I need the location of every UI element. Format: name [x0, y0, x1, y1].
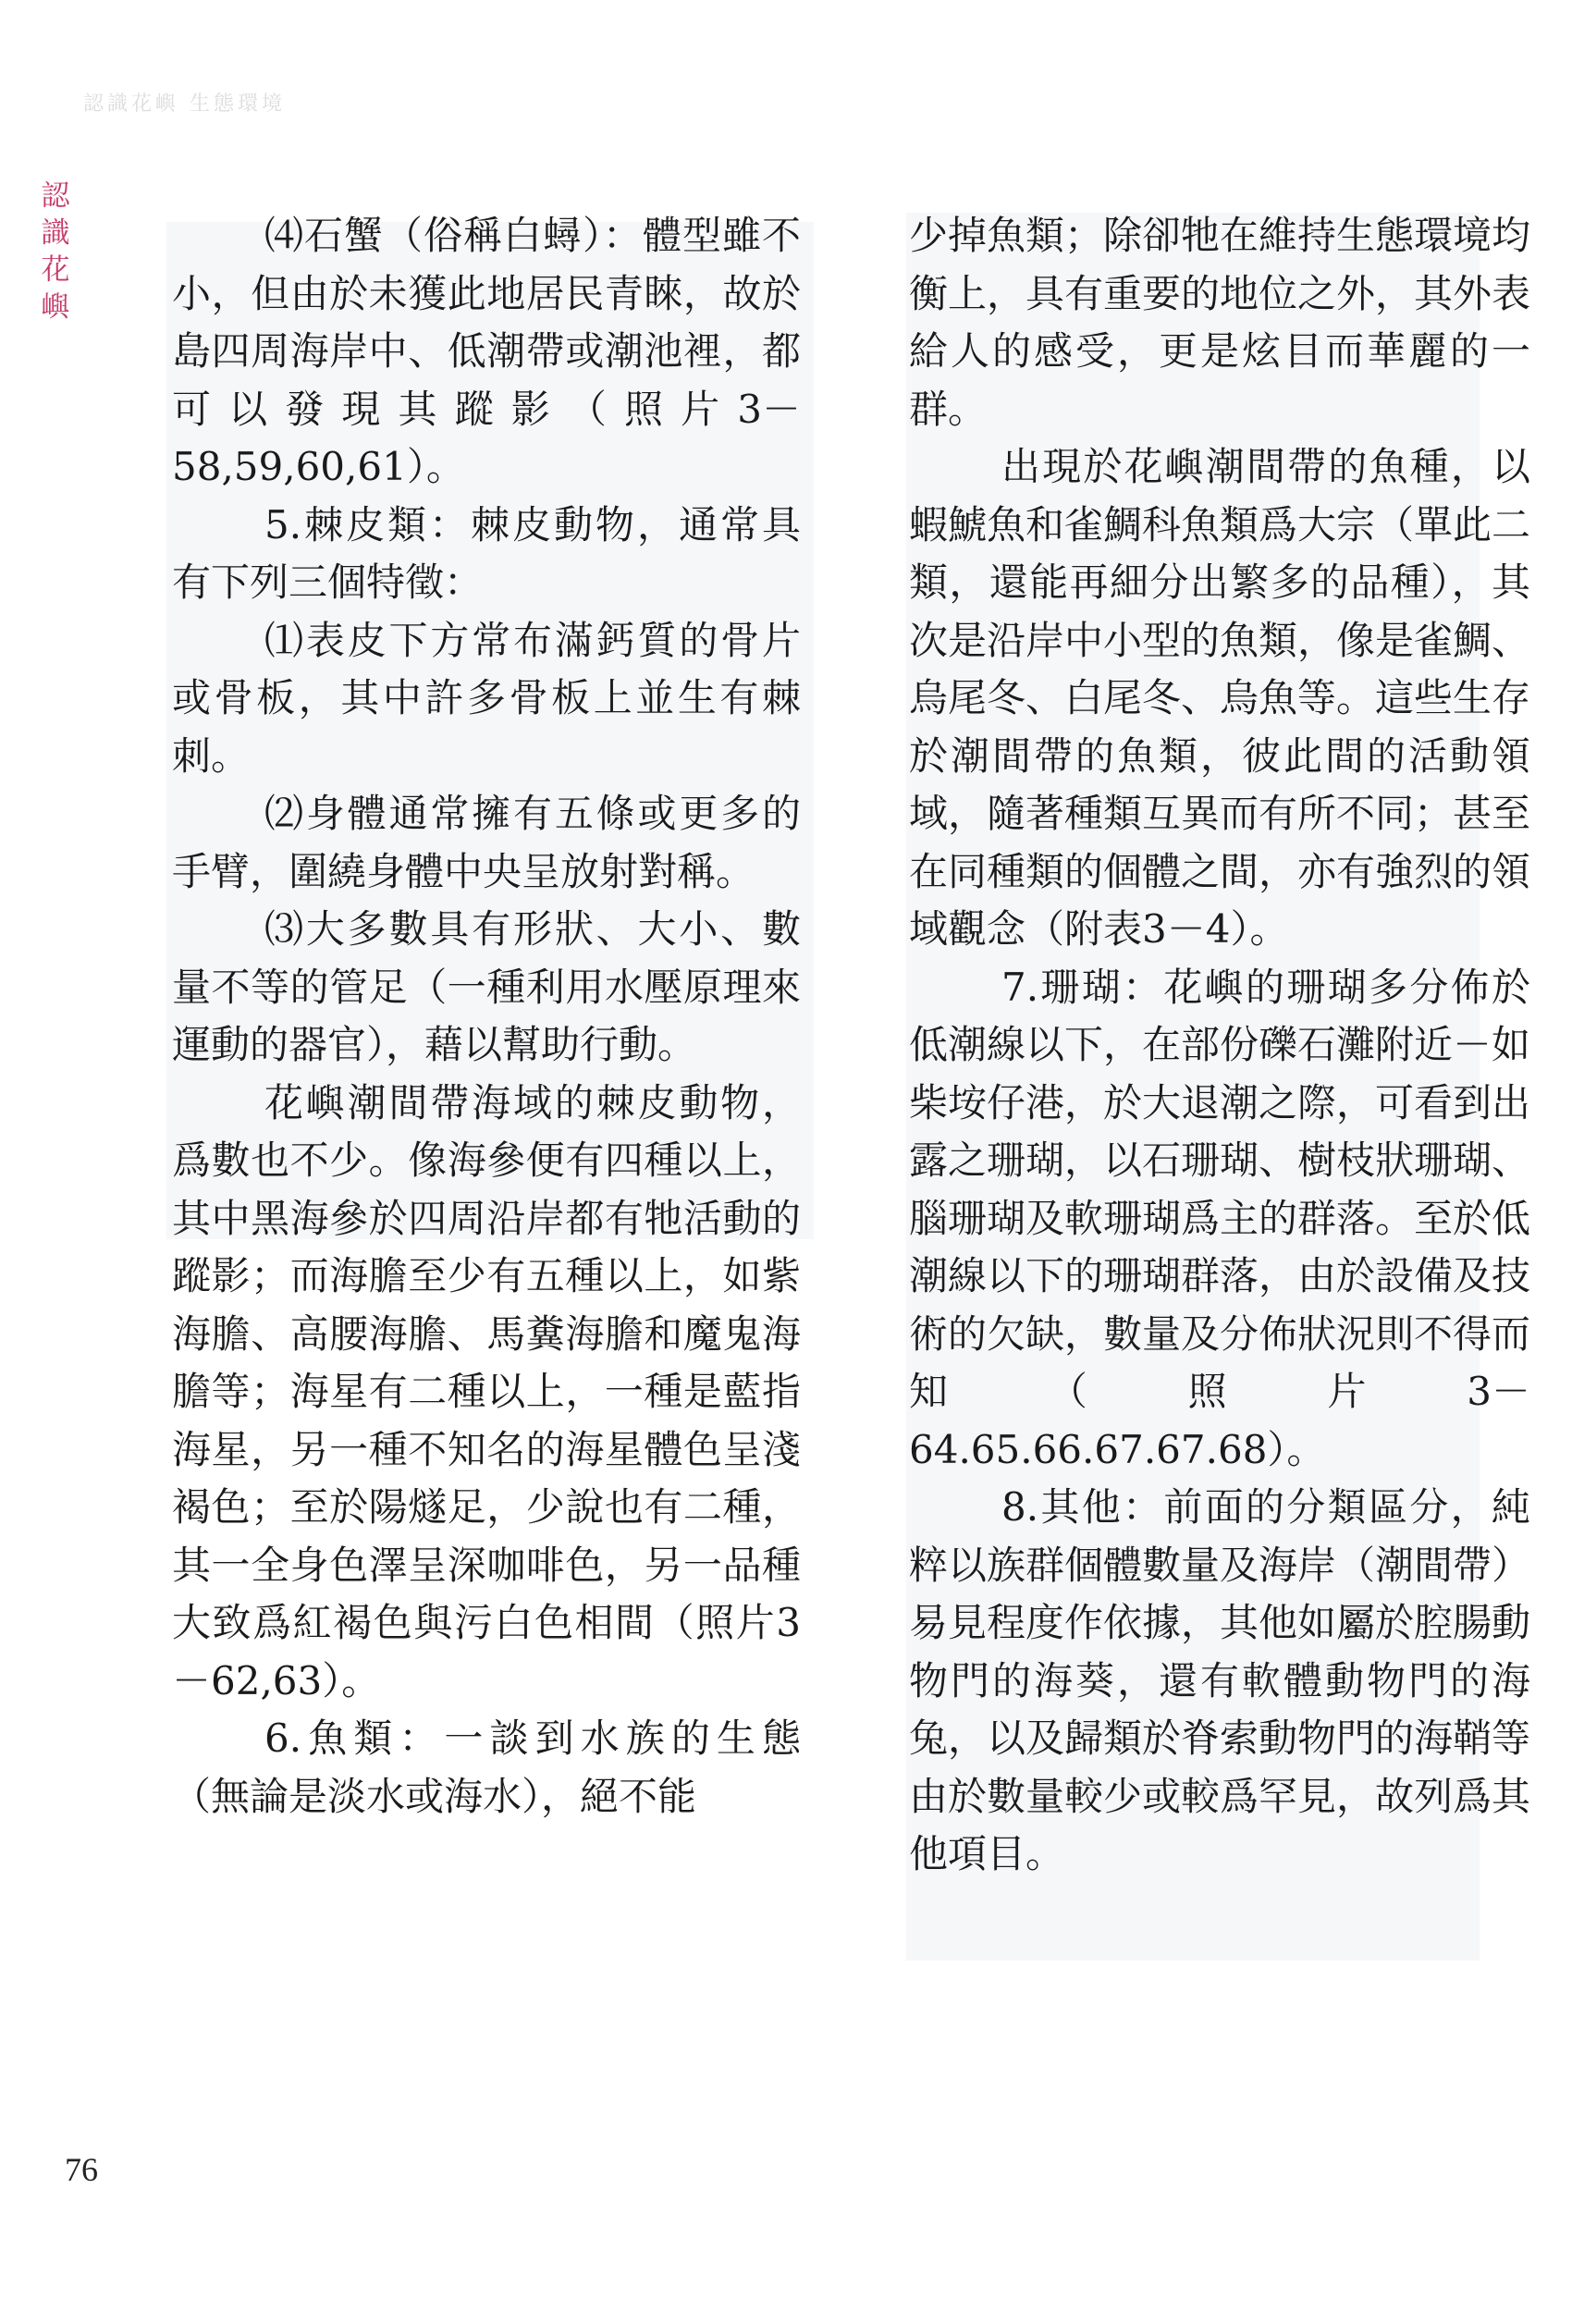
right-text-column [909, 207, 1530, 1884]
paragraph-echinoderms-heading: 5.棘皮類：棘皮動物，通常具有下列三個特徵： [172, 501, 801, 605]
paragraph-fish-continued: 少掉魚類；除卻牠在維持生態環境均衡上，具有重要的地位之外，其外表給人的感受，更是炫目而華麗的一群。 [909, 213, 1531, 432]
page-number: 76 [65, 2151, 98, 2188]
side-title-char: 嶼 [41, 290, 70, 324]
paragraph-coral: 7.珊瑚：花嶼的珊瑚多分佈於低潮線以下，在部份礫石灘附近－如柴垵仔港，於大退潮之際，可看到出露之珊瑚，以石珊瑚、樹枝狀珊瑚、腦珊瑚及軟珊瑚爲主的群落。至於低潮線以下的珊瑚群落，由於設備及技術的欠缺，數量及分佈狀況則不得而知（照片3－64.65.66.67.67.68）。 [909, 964, 1531, 1472]
paragraph-feature-2: ⑵身體通常擁有五條或更多的手臂，圍繞身體中央呈放射對稱。 [172, 791, 801, 894]
paragraph-echinoderm-species: 花嶼潮間帶海域的棘皮動物，爲數也不少。像海參便有四種以上，其中黑海參於四周沿岸都有牠活動的蹤影；而海膽至少有五種以上，如紫海膽、高腰海膽、馬糞海膽和魔鬼海膽等；海星有二種以上，一種是藍指海星，另一種不知名的海星體色呈淺褐色；至於陽燧足，少說也有二種，其一全身色澤呈深咖啡色，另一品種大致爲紅褐色與污白色相間（照片3－62,63）。 [172, 1079, 801, 1703]
bleed-through-header: 認識花嶼 生態環境 [83, 92, 286, 116]
side-title-char: 識 [41, 216, 70, 250]
paragraph-fish-species: 出現於花嶼潮間帶的魚種，以蝦鯱魚和雀鯛科魚類爲大宗（單此二類，還能再細分出繁多的品種），其次是沿岸中小型的魚類，像是雀鯛、烏尾冬、白尾冬、烏魚等。這些生存於潮間帶的魚類，彼此間的活動領域，隨著種類互異而有所不同；甚至在同種類的個體之間，亦有強烈的領域觀念（附表3－4）。 [909, 444, 1531, 952]
paragraph-stone-crab: ⑷石蟹（俗稱白蟳）：體型雖不小，但由於未獲此地居民青睞，故於島四周海岸中、低潮帶或潮池裡，都可以發現其蹤影（照片3－58,59,60,61）。 [172, 213, 801, 489]
paragraph-feature-3: ⑶大多數具有形狀、大小、數量不等的管足（一種利用水壓原理來運動的器官），藉以幫助行動。 [172, 906, 801, 1067]
side-title-char: 花 [41, 253, 70, 287]
left-text-column [172, 207, 801, 1826]
paragraph-others: 8.其他：前面的分類區分，純粹以族群個體數量及海岸（潮間帶）易見程度作依據，其他如屬於腔腸動物門的海葵，還有軟體動物門的海兔，以及歸類於脊索動物門的海鞘等由於數量較少或較爲罕見，故列爲其他項目。 [909, 1484, 1531, 1876]
chapter-side-title [37, 178, 74, 326]
paragraph-fish-heading: 6.魚類：一談到水族的生態（無論是淡水或海水），絕不能 [172, 1715, 801, 1819]
paragraph-feature-1: ⑴表皮下方常布滿鈣質的骨片或骨板，其中許多骨板上並生有棘刺。 [172, 617, 801, 779]
side-title-char: 認 [41, 179, 70, 213]
